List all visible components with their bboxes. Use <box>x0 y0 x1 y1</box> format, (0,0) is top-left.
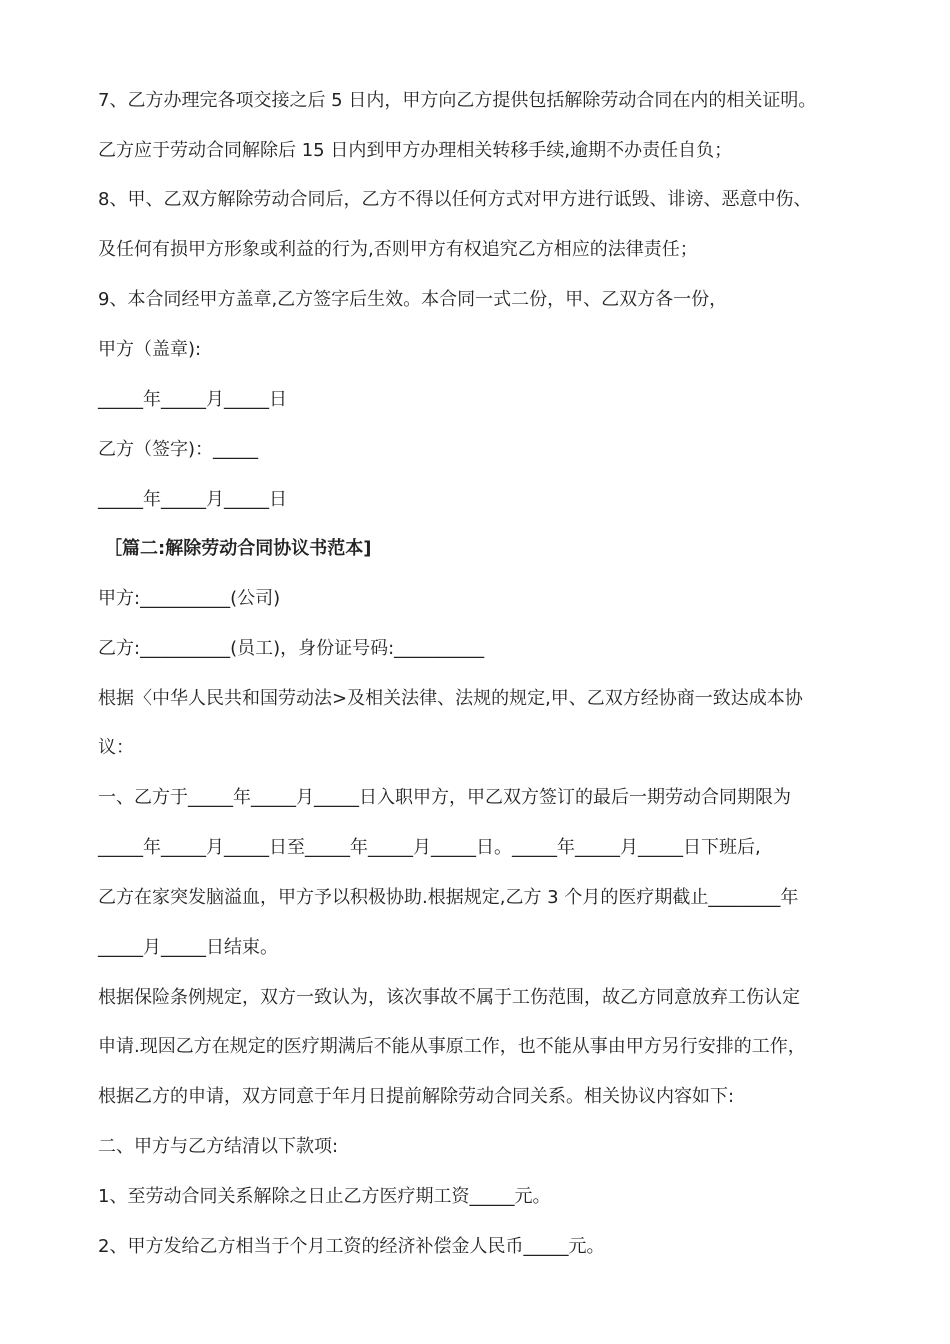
party-a-date-blank: _____年_____月_____日 <box>98 389 287 410</box>
preamble-line-1: 根据〈中华人民共和国劳动法>及相关法律、法规的规定,甲、乙双方经协商一致达成本协 <box>98 688 803 709</box>
clause-8-line-1: 8、甲、乙双方解除劳动合同后，乙方不得以任何方式对甲方进行诋毁、诽谤、恶意中伤、 <box>98 189 812 210</box>
clause-9: 9、本合同经甲方盖章,乙方签字后生效。本合同一式二份，甲、乙双方各一份， <box>98 289 728 310</box>
insurance-paragraph-line-1: 根据保险条例规定，双方一致认为，该次事故不属于工伤范围，故乙方同意放弃工伤认定 <box>98 987 800 1008</box>
article-2-item-1: 1、至劳动合同关系解除之日止乙方医疗期工资_____元。 <box>98 1186 551 1207</box>
clause-7-line-2: 乙方应于劳动合同解除后 15 日内到甲方办理相关转移手续,逾期不办责任自负； <box>98 140 733 161</box>
clause-8-line-2: 及任何有损甲方形象或利益的行为,否则甲方有权追究乙方相应的法律责任； <box>98 239 698 260</box>
party-b-date-blank: _____年_____月_____日 <box>98 489 287 510</box>
article-1-line-3: 乙方在家突发脑溢血，甲方予以积极协助.根据规定,乙方 3 个月的医疗期截止________年 <box>98 887 799 908</box>
article-1-line-1: 一、乙方于_____年_____月_____日入职甲方，甲乙双方签订的最后一期劳动合同期限为 <box>98 787 791 808</box>
article-1-line-4: _____月_____日结束。 <box>98 937 278 958</box>
party-a-company-field: 甲方:__________(公司) <box>98 588 281 609</box>
party-b-signature-label: 乙方（签字)：_____ <box>98 439 259 460</box>
section-heading: ［篇二:解除劳动合同协议书范本] <box>104 538 372 559</box>
article-2-item-2: 2、甲方发给乙方相当于个月工资的经济补偿金人民币_____元。 <box>98 1236 605 1257</box>
preamble-line-2: 议： <box>98 737 134 758</box>
party-a-seal-label: 甲方（盖章): <box>98 339 202 360</box>
insurance-paragraph-line-2: 申请.现因乙方在规定的医疗期满后不能从事原工作，也不能从事由甲方另行安排的工作， <box>98 1036 806 1057</box>
party-b-employee-field: 乙方:__________(员工)，身份证号码:__________ <box>98 638 485 659</box>
article-2-heading: 二、甲方与乙方结清以下款项: <box>98 1136 339 1157</box>
insurance-paragraph-line-3: 根据乙方的申请，双方同意于年月日提前解除劳动合同关系。相关协议内容如下: <box>98 1086 735 1107</box>
clause-7-line-1: 7、乙方办理完各项交接之后 5 日内，甲方向乙方提供包括解除劳动合同在内的相关证明。 <box>98 90 817 111</box>
article-1-line-2: _____年_____月_____日至_____年_____月_____日。_____年_____月_____日下班后, <box>98 837 761 858</box>
